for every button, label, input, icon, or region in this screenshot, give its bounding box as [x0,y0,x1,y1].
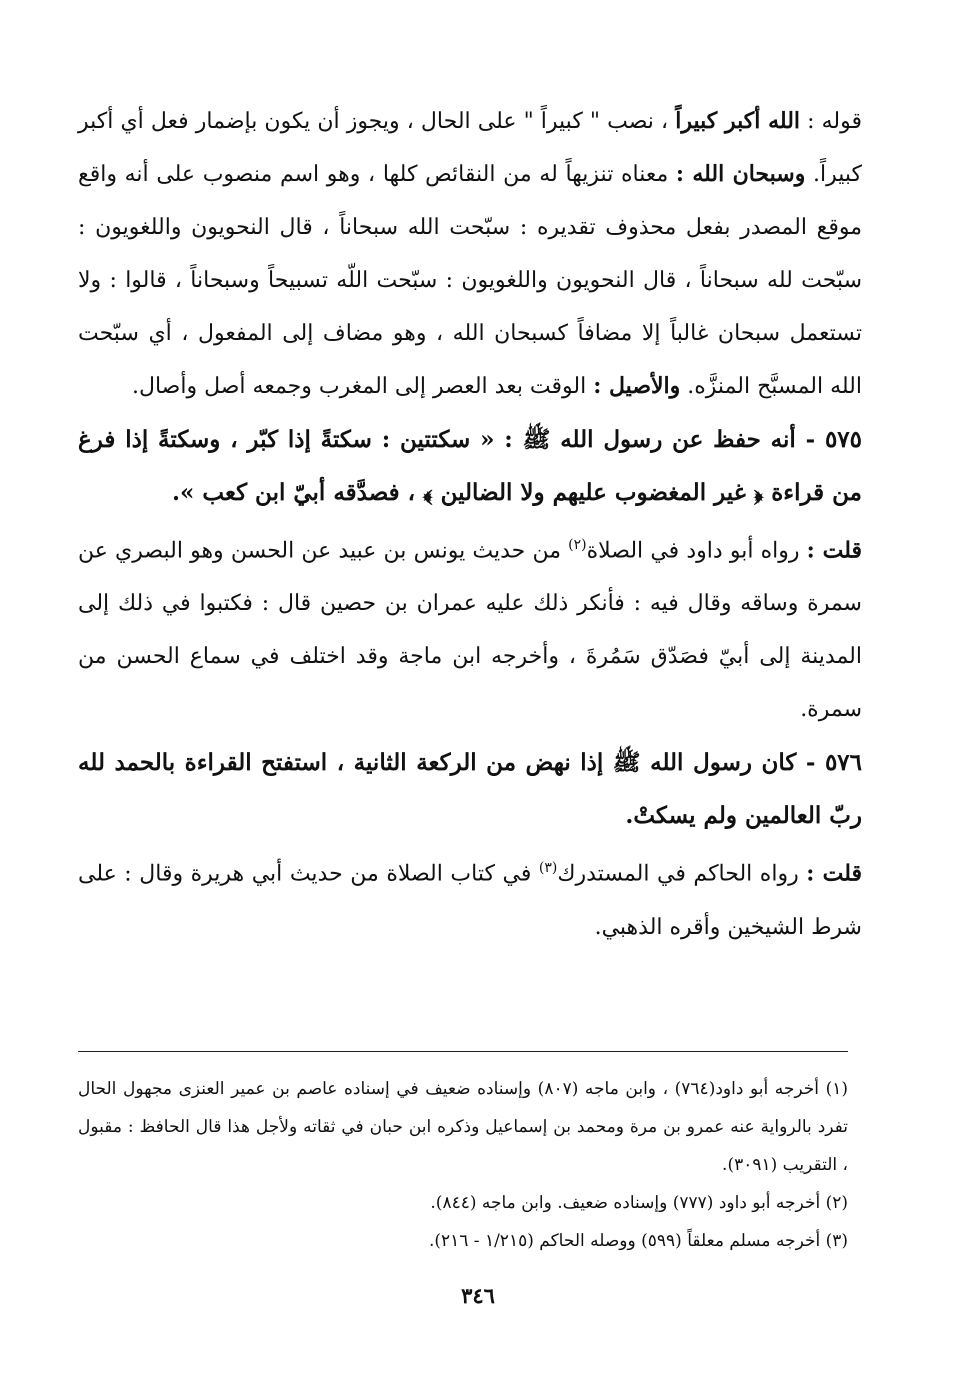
takhrij-text: رواه أبو داود في الصلاة [586,538,807,564]
commentary-paragraph [78,95,862,413]
term-allahu-akbar: الله أكبر كبيراً [675,108,801,134]
footnote-3: (٣) أخرجه مسلم معلقاً (٥٩٩) ووصله الحاكم (١/٢١٥ - ٢١٦). [428,1231,848,1251]
qultu-label: قلت : [806,537,863,564]
footnote-ref: (٢) [568,537,587,553]
takhrij-text: في كتاب الصلاة من حديث أبي هريرة وقال : على شرط الشيخين وأقره الذهبي. [78,861,862,940]
main-text [78,95,862,954]
footnote-separator [78,1051,848,1052]
intro-text: قوله : [800,109,863,134]
explanation-text: الوقت بعد العصر إلى المغرب وجمعه أصل وأصال. [132,374,594,399]
takhrij-text: من حديث يونس بن عبيد عن الحسن وهو البصري عن سمرة وساقه وقال فيه : فأنكر ذلك عليه عمران بن حصين قال : فكتبوا في ذلك إلى المدينة إلى أبيّ فصَدّق سَمُرةَ ، وأخرجه ابن ماجة وقد اختلف في سماع الحسن من سمرة. [78,538,862,723]
qultu-label: قلت : [806,860,862,887]
term-subhanallah: وسبحان الله : [675,161,806,187]
footnote-1: (١) أخرجه أبو داود(٧٦٤) ، وابن ماجه (٨٠٧) وإسناده ضعيف في إسناده عاصم بن عمير العنزى مجهول الحال تفرد بالرواية عنه عمرو بن مرة ومحمد بن إسماعيل وذكره ابن حبان في ثقاته ولأجل هذا قال الحافظ : مقبول ، التقريب (٣٠٩١). [78,1079,848,1175]
explanation-text: معناه تنزيهاً له من النقائص كلها ، وهو اسم منصوب على أنه واقع موقع المصدر بفعل محذوف تقديره : سبّحت الله سبحاناً ، قال النحويون واللغويون : سبّحت لله سبحاناً ، قال النحويون واللغويون : سبّحت اللّه تسبيحاً وسبحاناً ، قالوا : ولا تستعمل سبحان غالباً إلا مضافاً كسبحان الله ، وهو مضاف إلى المفعول ، أي سبّحت الله المسبَّح المنزَّه. [78,162,862,399]
footnote-ref: (٣) [538,860,558,877]
takhrij-text: رواه الحاكم في المستدرك [557,861,807,887]
takhrij-paragraph-575 [78,519,862,736]
footnotes [78,1070,848,1260]
takhrij-paragraph-576 [78,842,862,953]
footnote-2: (٢) أخرجه أبو داود (٧٧٧) وإسناده ضعيف. وابن ماجه (٨٤٤). [430,1193,848,1213]
hadith-575: ٥٧٥ - أنه حفظ عن رسول الله ﷺ : « سكتتين : سكتةً إذا كبّر ، وسكتةً إذا فرغ من قراءة ﴿ غير المغضوب عليهم ولا الضالين ﴾ ، فصدَّقه أبيّ ابن كعب ». [78,426,862,506]
page-number: ٣٤٦ [461,1283,495,1308]
explanation-text: ، نصب " كبيراً " على الحال ، ويجوز أن يكون بإضمار فعل أي أكبر كبيراً. [78,109,862,187]
hadith-576: ٥٧٦ - كان رسول الله ﷺ إذا نهض من الركعة الثانية ، استفتح القراءة بالحمد لله ربّ العالمين ولم يسكتْ. [78,749,862,830]
term-al-asil: والأصيل : [593,373,681,399]
